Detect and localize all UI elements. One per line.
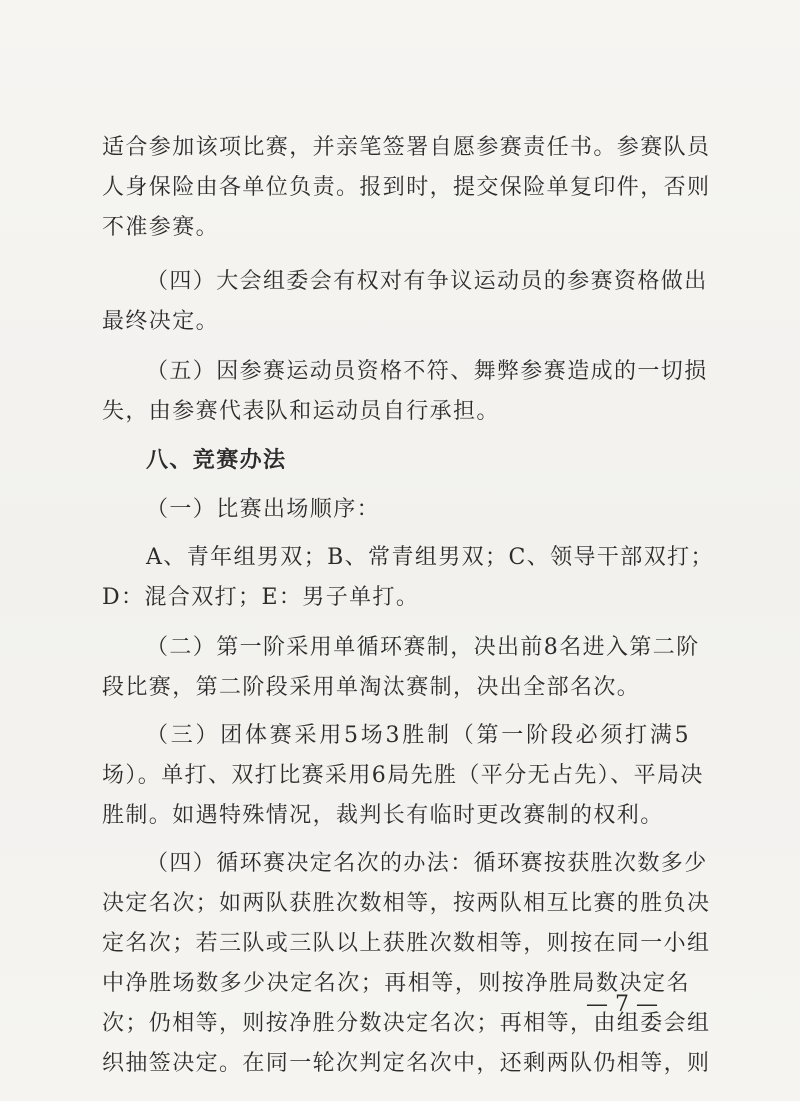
text-line: 胜制。如遇特殊情况，裁判长有临时更改赛制的权利。	[102, 803, 664, 828]
text-line: 不准参赛。	[102, 215, 220, 240]
text-line: （二）第一阶采用单循环赛制，决出前8名进入第二阶	[146, 635, 700, 660]
section-heading: 八、竞赛办法	[146, 447, 287, 473]
text-line: 最终决定。	[102, 309, 220, 334]
text-line: 场）。单打、双打比赛采用6局先胜（平分无占先）、平局决	[102, 763, 704, 788]
text-line: A、青年组男双；B、常青组男双；C、领导干部双打；	[146, 545, 714, 570]
text-line: D：混合双打；E：男子单打。	[102, 585, 420, 610]
text-line: 失，由参赛代表队和运动员自行承担。	[102, 399, 500, 424]
text-line: 适合参加该项比赛，并亲笔签署自愿参赛责任书。参赛队员	[102, 135, 711, 160]
page-number: — 7 —	[586, 992, 658, 1017]
text-line: （四）大会组委会有权对有争议运动员的参赛资格做出	[146, 269, 708, 294]
text-line: （一）比赛出场顺序：	[146, 497, 381, 522]
text-line: 次；仍相等，则按净胜分数决定名次；再相等，由组委会组	[102, 1011, 711, 1036]
text-line: 织抽签决定。在同一轮次判定名次中，还剩两队仍相等，则	[102, 1051, 711, 1076]
text-line: 人身保险由各单位负责。报到时，提交保险单复印件，否则	[102, 175, 711, 200]
text-line: （三）团体赛采用5场3胜制（第一阶段必须打满5	[146, 723, 690, 748]
text-line: 定名次；若三队或三队以上获胜次数相等，则按在同一小组	[102, 931, 711, 956]
text-line: 中净胜场数多少决定名次；再相等，则按净胜局数决定名	[102, 971, 690, 996]
text-line: 决定名次；如两队获胜次数相等，按两队相互比赛的胜负决	[102, 891, 711, 916]
text-line: （五）因参赛运动员资格不符、舞弊参赛造成的一切损	[146, 359, 708, 384]
text-line: 段比赛，第二阶段采用单淘汰赛制，决出全部名次。	[102, 675, 641, 700]
text-line: （四）循环赛决定名次的办法：循环赛按获胜次数多少	[146, 851, 708, 876]
